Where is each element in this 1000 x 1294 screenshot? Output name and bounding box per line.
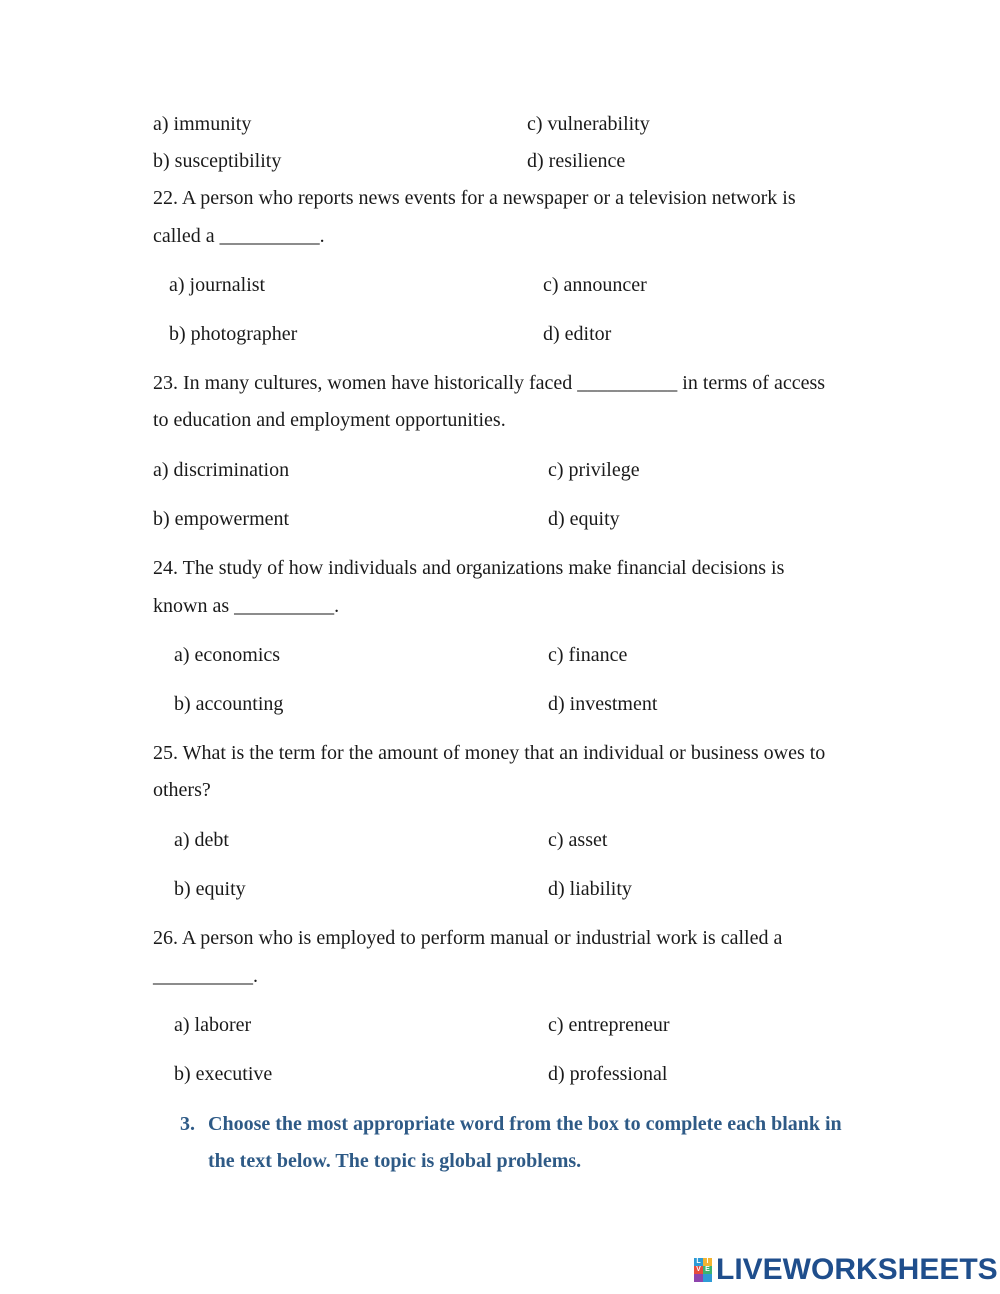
q24-option-a[interactable]: a) economics (174, 644, 281, 666)
q21-option-b[interactable]: b) susceptibility (153, 150, 282, 172)
q26-option-b[interactable]: b) executive (174, 1063, 273, 1085)
q22-option-b[interactable]: b) photographer (169, 323, 298, 345)
liveworksheets-logo-icon: L I V E (694, 1258, 712, 1282)
q22-question-line1: 22. A person who reports news events for a newspaper or a television network is (153, 187, 796, 209)
q23-option-b[interactable]: b) empowerment (153, 508, 290, 530)
q24-option-d[interactable]: d) investment (548, 693, 658, 715)
q23-question-line2: to education and employment opportunities. (153, 409, 506, 431)
q26-question-line2: __________. (153, 965, 258, 987)
liveworksheets-logo (694, 1255, 998, 1285)
section-3-text-line1: Choose the most appropriate word from the box to complete each blank in (208, 1113, 842, 1135)
section-3-text-line2: the text below. The topic is global problems. (208, 1150, 582, 1172)
q22-question-line2: called a __________. (153, 225, 325, 247)
q26-option-d[interactable]: d) professional (548, 1063, 668, 1085)
q25-option-b[interactable]: b) equity (174, 878, 246, 900)
q22-option-a[interactable]: a) journalist (169, 274, 266, 296)
q24-question-line2: known as __________. (153, 595, 340, 617)
q26-question-line1: 26. A person who is employed to perform manual or industrial work is called a (153, 927, 783, 949)
q24-option-c[interactable]: c) finance (548, 644, 628, 666)
q25-option-a[interactable]: a) debt (174, 829, 229, 851)
q26-option-a[interactable]: a) laborer (174, 1014, 252, 1036)
section-3-instruction-line1 (180, 1112, 842, 1136)
q25-question-line1: 25. What is the term for the amount of money that an individual or business owes to (153, 742, 826, 764)
q21-option-a[interactable]: a) immunity (153, 113, 252, 135)
q22-option-c[interactable]: c) announcer (543, 274, 647, 296)
q21-option-d[interactable]: d) resilience (527, 150, 626, 172)
q23-question-line1: 23. In many cultures, women have historically faced __________ in terms of access (153, 372, 826, 394)
liveworksheets-logo-text: LIVEWORKSHEETS (716, 1253, 998, 1286)
q23-option-d[interactable]: d) equity (548, 508, 620, 530)
q25-question-line2: others? (153, 779, 211, 801)
section-3-number: 3. (180, 1113, 195, 1135)
q23-option-c[interactable]: c) privilege (548, 459, 640, 481)
q23-option-a[interactable]: a) discrimination (153, 459, 290, 481)
q25-option-c[interactable]: c) asset (548, 829, 608, 851)
q24-option-b[interactable]: b) accounting (174, 693, 284, 715)
q22-option-d[interactable]: d) editor (543, 323, 612, 345)
q24-question-line1: 24. The study of how individuals and organizations make financial decisions is (153, 557, 785, 579)
q25-option-d[interactable]: d) liability (548, 878, 632, 900)
q26-option-c[interactable]: c) entrepreneur (548, 1014, 670, 1036)
q21-option-c[interactable]: c) vulnerability (527, 113, 650, 135)
